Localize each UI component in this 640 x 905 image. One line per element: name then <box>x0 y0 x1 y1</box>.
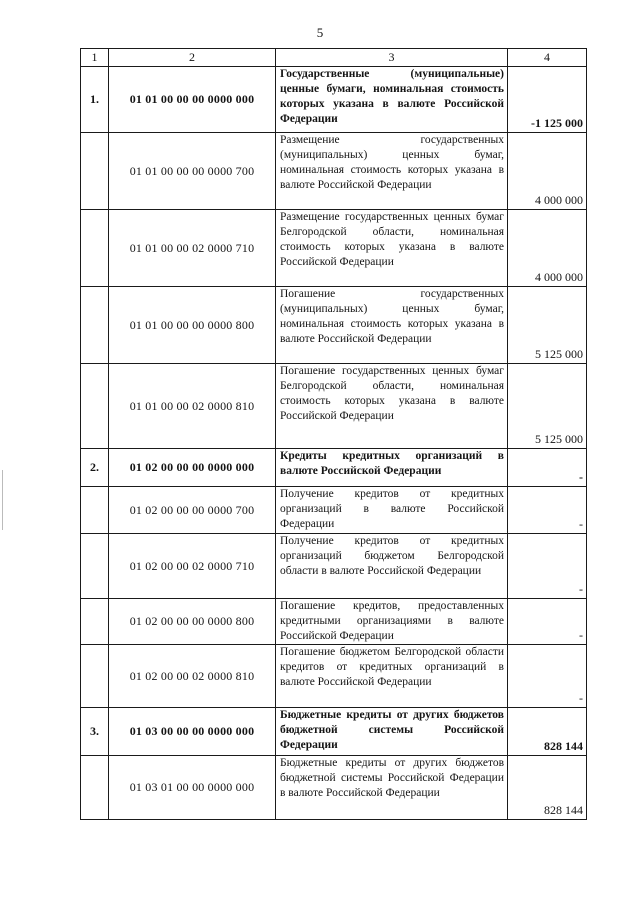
row-amount: 828 144 <box>508 756 587 820</box>
classification-code: 01 03 01 00 00 0000 000 <box>109 756 276 820</box>
row-amount: - <box>508 449 587 487</box>
classification-code: 01 03 00 00 00 0000 000 <box>109 708 276 756</box>
classification-code: 01 01 00 00 02 0000 710 <box>109 210 276 287</box>
header-col-4: 4 <box>508 49 587 67</box>
row-number <box>81 287 109 364</box>
row-number: 3. <box>81 708 109 756</box>
classification-code: 01 02 00 00 00 0000 700 <box>109 487 276 534</box>
classification-code: 01 01 00 00 00 0000 000 <box>109 67 276 133</box>
table-row <box>81 449 587 487</box>
row-description: Погашение кредитов, предоставленных кредитными организациями в валюте Российской Федерации <box>276 599 508 645</box>
row-amount: 828 144 <box>508 708 587 756</box>
table-row <box>81 756 587 820</box>
row-number <box>81 645 109 708</box>
classification-code: 01 02 00 00 02 0000 810 <box>109 645 276 708</box>
row-amount: - <box>508 599 587 645</box>
row-number <box>81 487 109 534</box>
header-col-2: 2 <box>109 49 276 67</box>
row-number <box>81 599 109 645</box>
header-col-1: 1 <box>81 49 109 67</box>
row-amount: 4 000 000 <box>508 133 587 210</box>
table-row <box>81 67 587 133</box>
table-row <box>81 364 587 449</box>
table-row <box>81 645 587 708</box>
header-col-3: 3 <box>276 49 508 67</box>
classification-code: 01 01 00 00 00 0000 700 <box>109 133 276 210</box>
row-number <box>81 364 109 449</box>
classification-code: 01 01 00 00 00 0000 800 <box>109 287 276 364</box>
row-number <box>81 534 109 599</box>
row-number: 2. <box>81 449 109 487</box>
table-row <box>81 487 587 534</box>
budget-sources-table <box>80 48 587 820</box>
row-description: Погашение бюджетом Белгородской области кредитов от кредитных организаций в валюте Российской Федерации <box>276 645 508 708</box>
row-description: Бюджетные кредиты от других бюджетов бюджетной системы Российской Федерации в валюте Российской Федерации <box>276 756 508 820</box>
row-description: Получение кредитов от кредитных организаций в валюте Российской Федерации <box>276 487 508 534</box>
table-row <box>81 599 587 645</box>
row-amount: - <box>508 534 587 599</box>
classification-code: 01 02 00 00 00 0000 800 <box>109 599 276 645</box>
row-description: Погашение государственных ценных бумаг Белгородской области, номинальная стоимость которых указана в валюте Российской Федерации <box>276 364 508 449</box>
page-number: 5 <box>316 25 324 40</box>
row-number <box>81 756 109 820</box>
row-amount: 5 125 000 <box>508 287 587 364</box>
row-amount: 4 000 000 <box>508 210 587 287</box>
row-amount: -1 125 000 <box>508 67 587 133</box>
header-row <box>81 49 587 67</box>
scan-edge-mark <box>2 470 3 530</box>
classification-code: 01 01 00 00 02 0000 810 <box>109 364 276 449</box>
row-description: Государственные (муниципальные) ценные бумаги, номинальная стоимость которых указана в валюте Российской Федерации <box>276 67 508 133</box>
row-amount: 5 125 000 <box>508 364 587 449</box>
row-description: Погашение государственных (муниципальных) ценных бумаг, номинальная стоимость которых указана в валюте Российской Федерации <box>276 287 508 364</box>
row-description: Размещение государственных (муниципальных) ценных бумаг, номинальная стоимость которых указана в валюте Российской Федерации <box>276 133 508 210</box>
row-description: Кредиты кредитных организаций в валюте Российской Федерации <box>276 449 508 487</box>
row-number <box>81 210 109 287</box>
row-description: Получение кредитов от кредитных организаций бюджетом Белгородской области в валюте Российской Федерации <box>276 534 508 599</box>
row-amount: - <box>508 645 587 708</box>
classification-code: 01 02 00 00 02 0000 710 <box>109 534 276 599</box>
table-row <box>81 133 587 210</box>
table-row <box>81 287 587 364</box>
row-description: Бюджетные кредиты от других бюджетов бюджетной системы Российской Федерации <box>276 708 508 756</box>
row-number <box>81 133 109 210</box>
row-description: Размещение государственных ценных бумаг Белгородской области, номинальная стоимость которых указана в валюте Российской Федерации <box>276 210 508 287</box>
classification-code: 01 02 00 00 00 0000 000 <box>109 449 276 487</box>
table-row <box>81 708 587 756</box>
table-row <box>81 210 587 287</box>
row-number: 1. <box>81 67 109 133</box>
table-row <box>81 534 587 599</box>
row-amount: - <box>508 487 587 534</box>
